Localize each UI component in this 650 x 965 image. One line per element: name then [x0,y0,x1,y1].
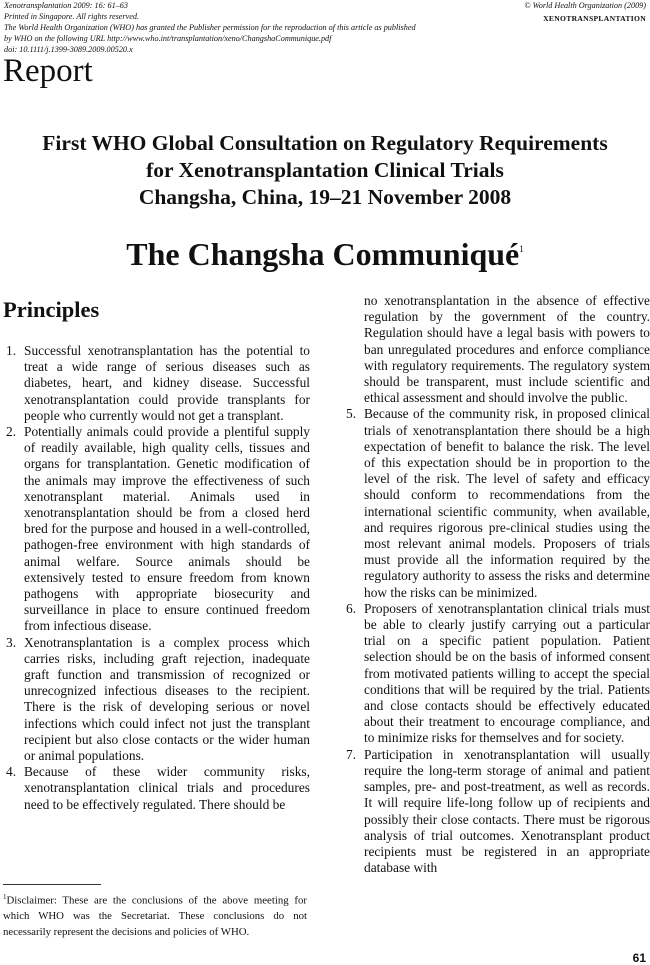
page-number: 61 [632,951,646,965]
item-text: Successful xenotransplantation has the potential to treat a wide range of serious diseases such as diabetes, heart, and kidney disease. Successful xenotransplantation could provide transplants for people who currently would not get a transplant. [24,343,310,423]
left-column [6,343,310,813]
title-line-2: for Xenotransplantation Clinical Trials [146,158,504,182]
footnote [3,890,307,940]
section-label: Report [3,53,93,89]
title-line-3: Changsha, China, 19–21 November 2008 [138,185,512,209]
printed-line: Printed in Singapore. All rights reserved. [4,12,140,21]
item-text: Potentially animals could provide a plentiful supply of readily available, high quality cells, tissues and organs for transplantation. Genetic modification of the animals may improve the effectiveness of such xenotransplant material. Animals used in xenotransplantation should be from a closed herd bred for the purpose and housed in a well-controlled, pathogen-free environment with high standards of animal welfare. Source animals should be extensively tested to ensure freedom from known pathogens with appropriate biosecurity and surveillance in place to ensure continued freedom from infectious disease. [24,424,310,634]
permission-line-1: The World Health Organization (WHO) has granted the Publisher permission for the reproduction of this article as published [4,23,416,32]
list-item [346,747,650,877]
journal-header-meta [4,0,474,55]
item-text: Proposers of xenotransplantation clinical trials must be able to clearly justify carrying out a particular trial on a specific patient population. Patient selection should be on the basis of informed consent from motivated patients willing to accept the special conditions that will be required by the trial. Patients and close contacts should be effectively educated about their treatment to encourage compliance, and to minimize risks for themselves and for society. [364,600,650,746]
citation-line: Xenotransplantation 2009: 16: 61–63 [4,1,128,10]
item-text: Because of the community risk, in proposed clinical trials of xenotransplantation there should be a high expectation of benefit to balance the risk. The level of this expectation should be in proportion to the level of the risk. The level of safety and efficacy should conform to recommendations from the international scientific community, when available, and requires rigorous pre-clinical studies using the most relevant animal models. Proposers of trials must provide all the information required by the regulatory authority to assess the risks and determine how the risks can be minimized. [364,406,650,600]
item-text: Because of these wider community risks, xenotransplantation clinical trials and procedures need to be effectively regulated. There should be [24,764,310,812]
footnote-mark: 1 [3,893,7,901]
journal-name: XENOTRANSPLANTATION [543,14,646,23]
subtitle-text: The Changsha Communiqué [126,236,520,272]
item-number: 5. [346,406,357,422]
list-item [6,424,310,635]
doi-line: doi: 10.1111/j.1399-3089.2009.00520.x [4,45,133,54]
footnote-text: Disclaimer: These are the conclusions of the above meeting for which WHO was the Secretariat. These conclusions do not necessarily represent the decisions and policies of WHO. [3,894,307,938]
copyright-line: © World Health Organization (2009) [524,1,646,10]
journal-header-right [524,0,646,24]
item-text: Xenotransplantation is a complex process which carries risks, including graft rejection, inadequate graft function and transmission of recognized or unrecognized infectious diseases to the recipient. There is the risk of developing serious or novel infections which could infect not just the transplant recipient but also close contacts or the wider human or animal populations. [24,634,310,764]
list-item [6,343,310,424]
item-text: Participation in xenotransplantation will usually require the long-term storage of animal and patient samples, pre- and post-treatment, as well as records. It will require life-long follow up of recipients and possibly their close contacts. There must be rigorous analysis of trial outcomes. Xenotransplant product recipients must be registered in an appropriate database with [364,746,650,876]
item-number: 7. [346,746,357,762]
subtitle-footnote-mark: 1 [519,244,524,254]
article-title [0,130,650,211]
list-item [346,601,650,747]
item-number: 2. [6,424,17,440]
footnote-divider [3,884,101,885]
principles-heading: Principles [3,297,100,322]
item-4-continuation: no xenotransplantation in the absence of effective regulation by the government of the country. Regulation should have a legal basis with powers to ban unregulated procedures and enforce compliance with regulatory requirements. The regulatory system should be transparent, must include scientific and ethical assessment and should involve the public. [364,293,650,406]
item-number: 6. [346,600,357,616]
item-number: 1. [6,343,17,358]
permission-line-2: by WHO on the following URL http://www.who.int/transplantation/xeno/ChangshaCommunique.pdf [4,34,332,43]
list-item [346,406,650,600]
right-column [346,293,650,876]
item-number: 4. [6,764,17,780]
list-item [6,635,310,765]
title-line-1: First WHO Global Consultation on Regulatory Requirements [42,131,608,155]
article-subtitle [0,236,650,273]
item-number: 3. [6,634,17,650]
list-item [6,764,310,813]
